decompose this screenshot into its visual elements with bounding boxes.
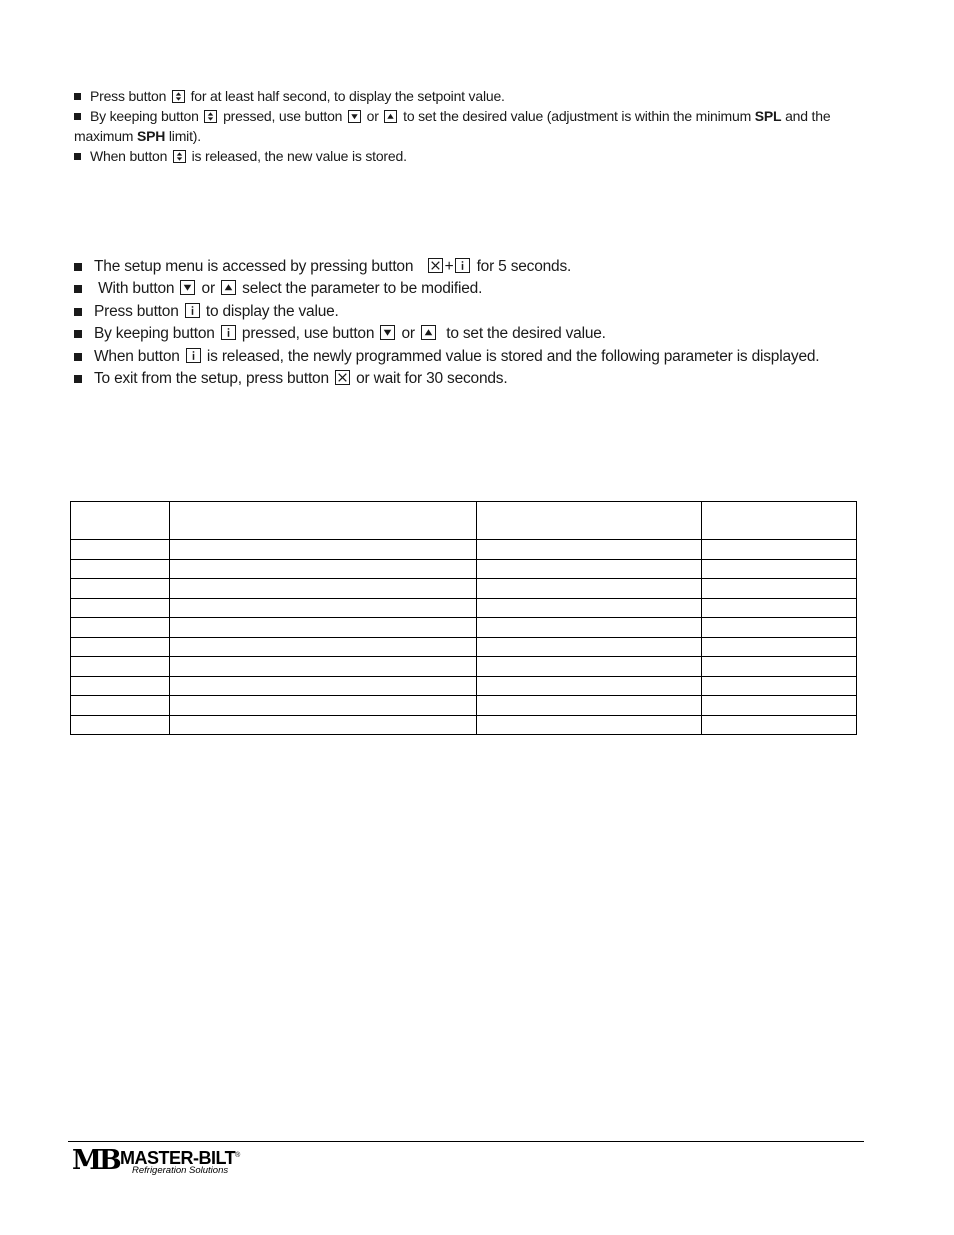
up-arrow-button-icon: [221, 280, 236, 295]
table-cell: [71, 657, 170, 677]
logo-tagline: Refrigeration Solutions: [132, 1165, 229, 1176]
bullet-square-icon: [74, 308, 82, 316]
table-cell: [477, 579, 702, 599]
bullet-square-icon: [74, 113, 81, 120]
setpoint-instructions: [74, 86, 874, 166]
table-cell: [71, 637, 170, 657]
table-cell: [702, 598, 857, 618]
info-button-icon: [221, 325, 236, 340]
table-cell: [169, 540, 477, 560]
table-cell: [71, 696, 170, 716]
table-cell: [169, 598, 477, 618]
setup-step-2: With button or select the parameter to be modified.: [74, 278, 874, 300]
table-row: [71, 540, 857, 560]
setpoint-step-3: When button is released, the new value is stored.: [74, 146, 874, 166]
exit-x-button-icon: [428, 258, 443, 273]
setpoint-button-icon: [172, 90, 185, 103]
bullet-square-icon: [74, 285, 82, 293]
table-cell: [71, 715, 170, 735]
setup-step-4: By keeping button pressed, use button or to set the desired value.: [74, 323, 874, 345]
table-cell: [169, 579, 477, 599]
table-cell: [702, 715, 857, 735]
down-arrow-button-icon: [180, 280, 195, 295]
header-cell: [71, 502, 170, 540]
table-cell: [169, 618, 477, 638]
setpoint-step-2: By keeping button pressed, use button or to set the desired value (adjustment is within the minimum SPL and the: [74, 106, 874, 126]
table-cell: [702, 657, 857, 677]
bullet-square-icon: [74, 93, 81, 100]
table-row: [71, 637, 857, 657]
table-row: [71, 715, 857, 735]
header-cell: [169, 502, 477, 540]
down-arrow-button-icon: [348, 110, 361, 123]
setup-menu-instructions: [74, 256, 874, 390]
table-cell: [702, 637, 857, 657]
bullet-square-icon: [74, 353, 82, 361]
bullet-square-icon: [74, 153, 81, 160]
table-cell: [169, 696, 477, 716]
table-cell: [702, 618, 857, 638]
table-row: [71, 559, 857, 579]
bullet-square-icon: [74, 263, 82, 271]
table-cell: [477, 715, 702, 735]
setup-step-5: When button is released, the newly programmed value is stored and the following parameter is displayed.: [74, 346, 874, 368]
table-row: [71, 618, 857, 638]
table-cell: [71, 598, 170, 618]
info-button-icon: [186, 348, 201, 363]
table-cell: [71, 540, 170, 560]
table-cell: [702, 676, 857, 696]
parameter-table: [70, 501, 857, 735]
table-cell: [71, 618, 170, 638]
table-cell: [477, 618, 702, 638]
header-cell: [702, 502, 857, 540]
setpoint-step-2-continued: maximum SPH limit).: [74, 128, 201, 144]
table-header-row: [71, 502, 857, 540]
setup-step-6: To exit from the setup, press button or wait for 30 seconds.: [74, 368, 874, 390]
table-cell: [71, 579, 170, 599]
logo-name: MASTER-BILT®: [120, 1148, 240, 1168]
table-row: [71, 676, 857, 696]
bullet-square-icon: [74, 375, 82, 383]
table-cell: [702, 579, 857, 599]
bullet-square-icon: [74, 330, 82, 338]
logo-mark: MB: [72, 1145, 119, 1176]
up-arrow-button-icon: [384, 110, 397, 123]
setup-step-1: The setup menu is accessed by pressing button + for 5 seconds.: [74, 256, 874, 278]
down-arrow-button-icon: [380, 325, 395, 340]
table-cell: [477, 676, 702, 696]
table-cell: [169, 637, 477, 657]
table-row: [71, 579, 857, 599]
exit-x-button-icon: [335, 370, 350, 385]
setup-step-3: Press button to display the value.: [74, 301, 874, 323]
master-bilt-logo: [72, 1144, 252, 1178]
setpoint-step-1: Press button for at least half second, to display the setpoint value.: [74, 86, 874, 106]
table-cell: [477, 657, 702, 677]
header-cell: [477, 502, 702, 540]
table-cell: [169, 657, 477, 677]
table-cell: [477, 598, 702, 618]
info-button-icon: [455, 258, 470, 273]
table-cell: [702, 696, 857, 716]
table-row: [71, 696, 857, 716]
setpoint-button-icon: [204, 110, 217, 123]
setpoint-button-icon: [173, 150, 186, 163]
table-cell: [477, 696, 702, 716]
info-button-icon: [185, 303, 200, 318]
table-cell: [477, 559, 702, 579]
table-cell: [71, 559, 170, 579]
table-cell: [71, 676, 170, 696]
table-cell: [702, 540, 857, 560]
table-cell: [169, 715, 477, 735]
table-cell: [477, 637, 702, 657]
table-row: [71, 657, 857, 677]
table-cell: [477, 540, 702, 560]
table-row: [71, 598, 857, 618]
table-cell: [169, 676, 477, 696]
up-arrow-button-icon: [421, 325, 436, 340]
footer-rule: [68, 1141, 864, 1142]
table-cell: [702, 559, 857, 579]
table-cell: [169, 559, 477, 579]
